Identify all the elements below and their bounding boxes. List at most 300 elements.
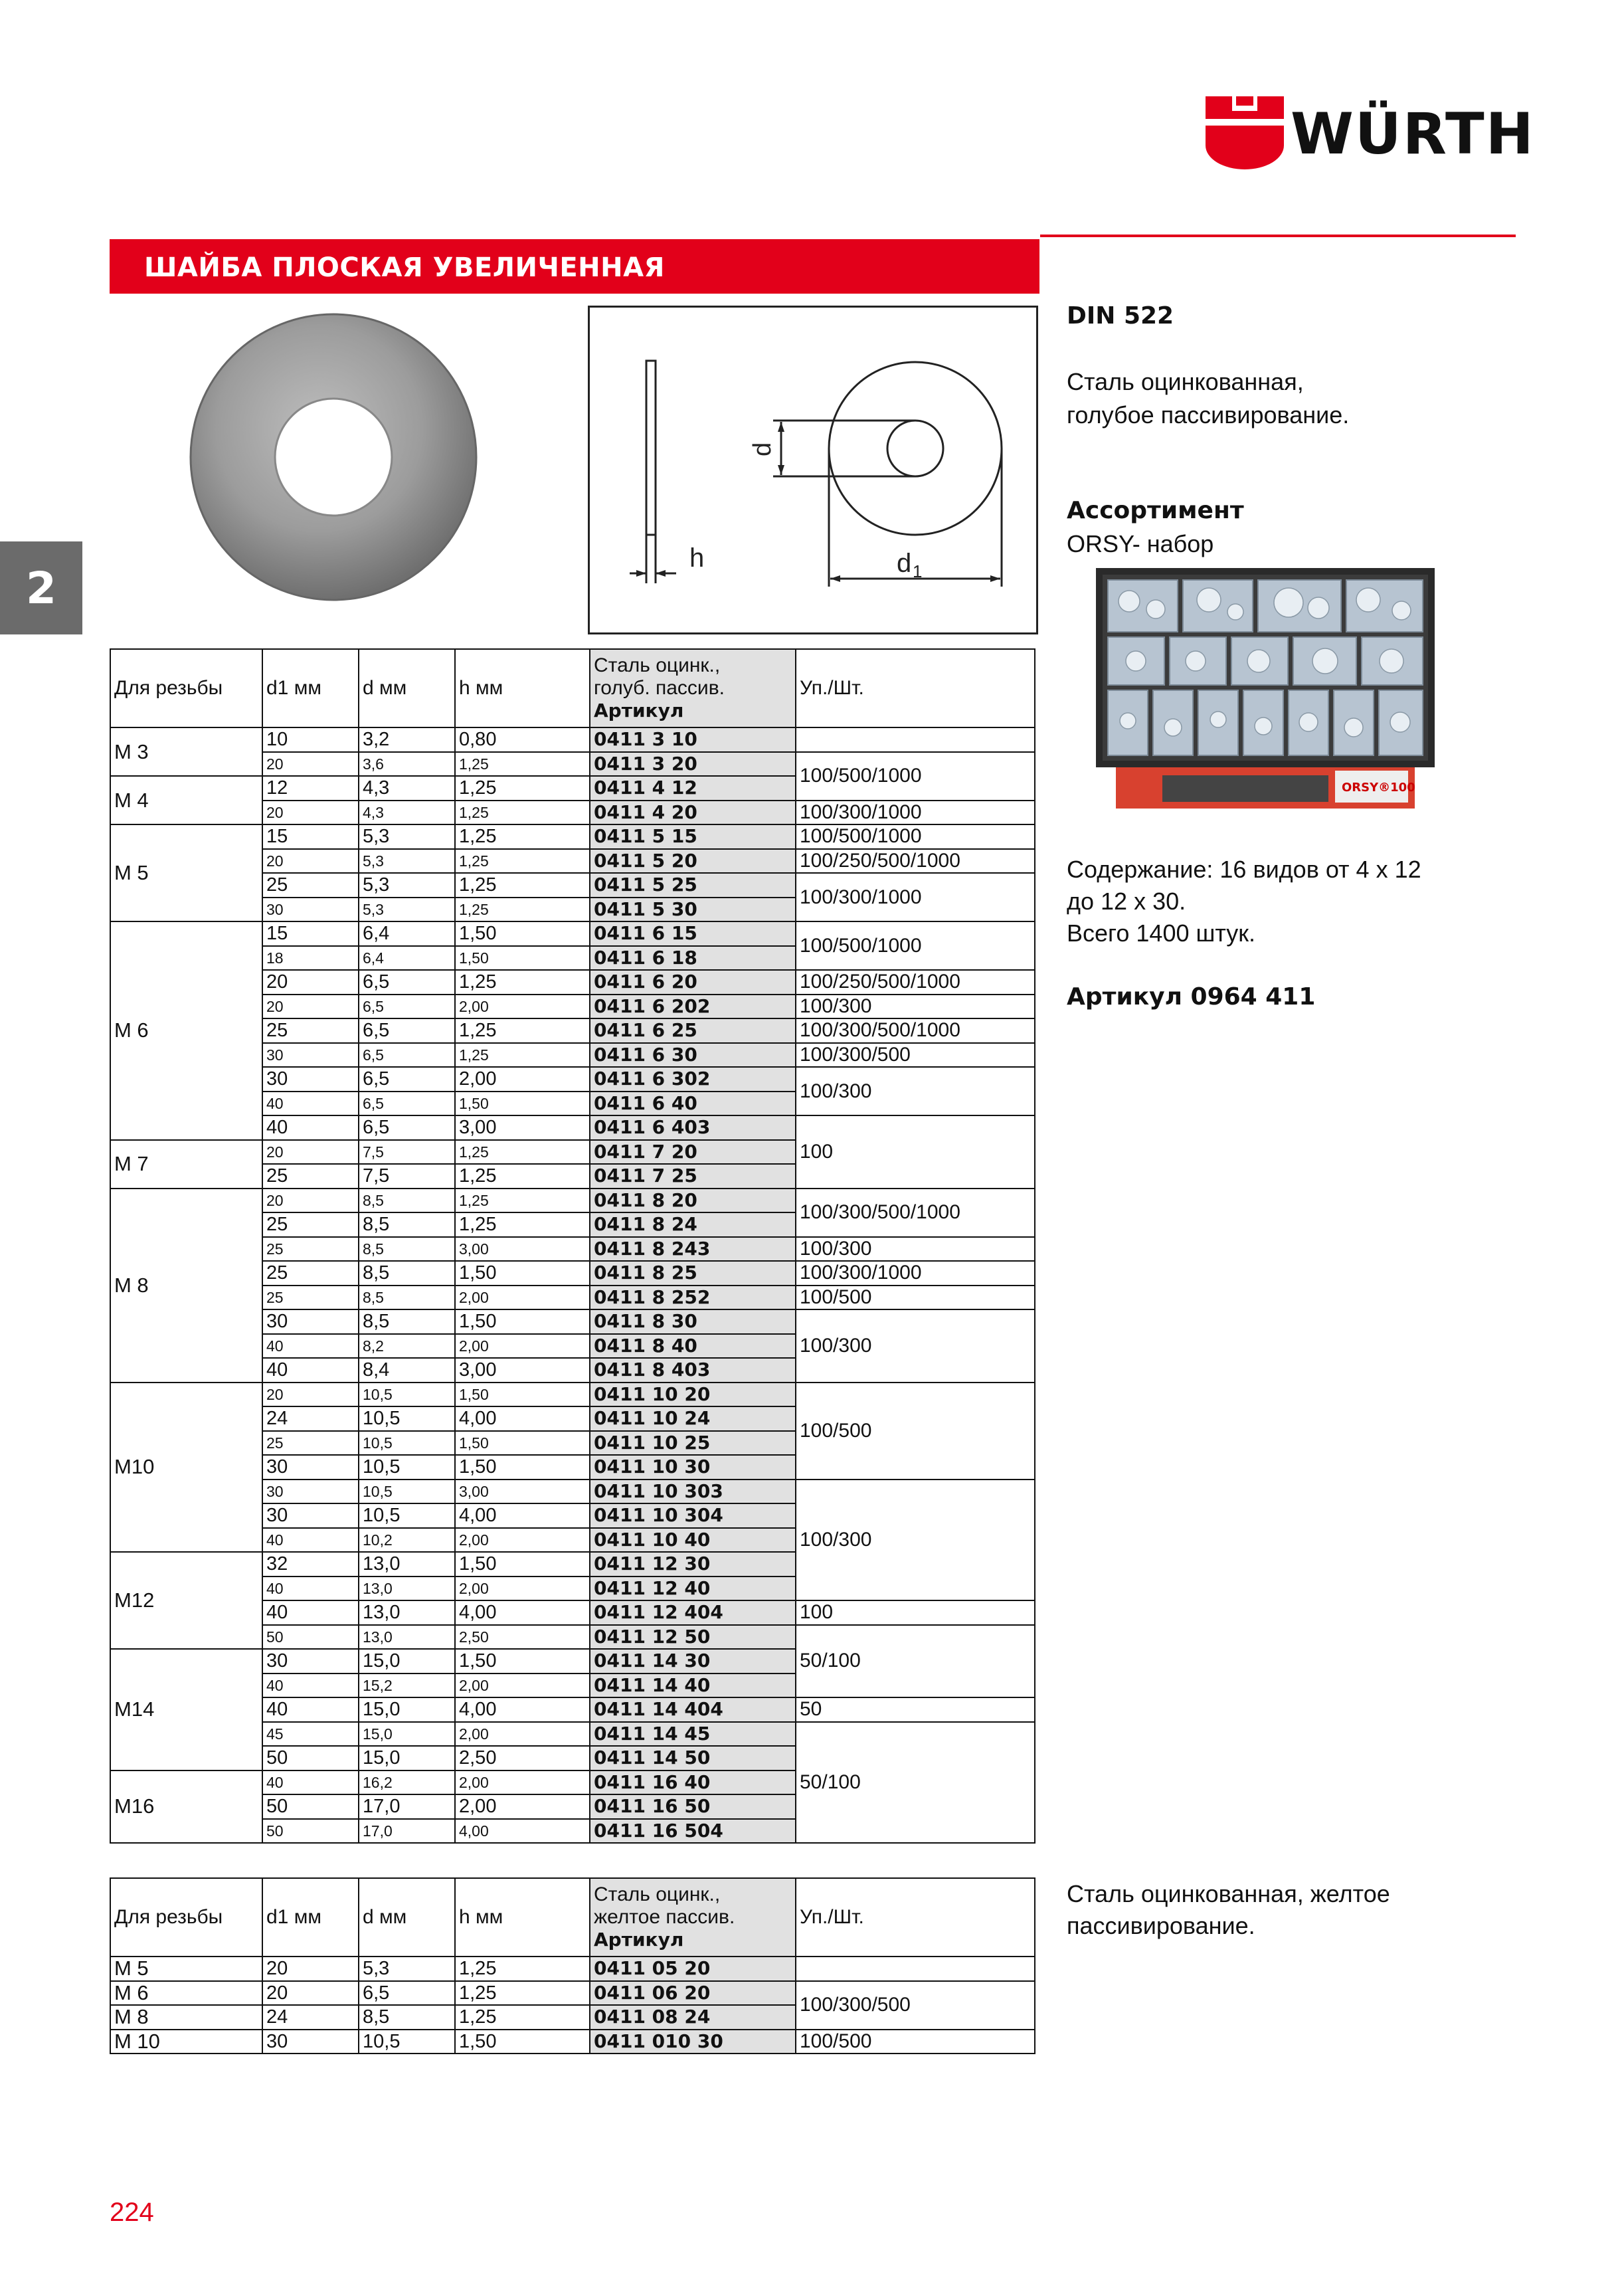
d-cell: 13,0 xyxy=(359,1625,455,1650)
header-article xyxy=(590,1878,796,1957)
h-cell: 4,00 xyxy=(455,1406,590,1431)
header-d: d мм xyxy=(359,649,455,727)
header-h: h мм xyxy=(455,1878,590,1957)
d-cell: 6,5 xyxy=(359,1043,455,1068)
d-cell: 15,0 xyxy=(359,1649,455,1674)
h-cell: 1,50 xyxy=(455,921,590,946)
h-cell: 4,00 xyxy=(455,1819,590,1844)
article-cell: 0411 5 30 xyxy=(590,898,796,922)
d-cell: 15,2 xyxy=(359,1674,455,1698)
d-cell: 6,4 xyxy=(359,946,455,971)
article-cell: 0411 4 12 xyxy=(590,776,796,801)
pack-cell: 100/500 xyxy=(796,1383,1035,1480)
technical-drawing xyxy=(588,306,1038,634)
article-cell: 0411 3 10 xyxy=(590,727,796,752)
header-article-line: желтое пассив. xyxy=(594,1906,735,1928)
d1-cell: 20 xyxy=(262,970,359,995)
h-cell: 1,25 xyxy=(455,898,590,922)
article-cell: 0411 05 20 xyxy=(590,1957,796,1981)
pack-cell: 100/250/500/1000 xyxy=(796,849,1035,874)
pack-cell: 100/500/1000 xyxy=(796,921,1035,970)
d1-cell: 30 xyxy=(262,1480,359,1504)
d1-cell: 24 xyxy=(262,1406,359,1431)
article-cell: 0411 12 404 xyxy=(590,1600,796,1625)
d1-cell: 30 xyxy=(262,1455,359,1480)
h-cell: 3,00 xyxy=(455,1115,590,1140)
header-pack: Уп./Шт. xyxy=(796,1878,1035,1957)
h-cell: 1,25 xyxy=(455,752,590,777)
d-cell: 6,5 xyxy=(359,1092,455,1116)
d-cell: 10,5 xyxy=(359,1406,455,1431)
header-d1: d1 мм xyxy=(262,1878,359,1957)
h-cell: 1,25 xyxy=(455,849,590,874)
d-cell: 17,0 xyxy=(359,1819,455,1844)
wurth-logo xyxy=(1206,96,1535,169)
d1-cell: 50 xyxy=(262,1625,359,1650)
d1-cell: 45 xyxy=(262,1722,359,1747)
h-cell: 1,50 xyxy=(455,1383,590,1407)
article-cell: 0411 8 40 xyxy=(590,1334,796,1359)
title-bar xyxy=(110,239,1039,294)
article-cell: 0411 6 202 xyxy=(590,995,796,1019)
d-cell: 8,5 xyxy=(359,1237,455,1262)
article-cell: 0411 6 30 xyxy=(590,1043,796,1068)
d1-cell: 25 xyxy=(262,1286,359,1310)
thread-cell: M 10 xyxy=(110,2030,262,2054)
d-cell: 4,3 xyxy=(359,776,455,801)
pack-cell: 100/250/500/1000 xyxy=(796,970,1035,995)
thread-cell: M 4 xyxy=(110,776,262,824)
h-cell: 1,50 xyxy=(455,1261,590,1286)
header-rule xyxy=(1040,235,1516,237)
article-cell: 0411 8 403 xyxy=(590,1358,796,1383)
h-cell: 1,25 xyxy=(455,2005,590,2030)
d1-cell: 30 xyxy=(262,1067,359,1092)
d-cell: 8,5 xyxy=(359,1286,455,1310)
article-cell: 0411 6 18 xyxy=(590,946,796,971)
drawing-label-d1: d xyxy=(897,549,912,578)
pack-cell: 100/500/1000 xyxy=(796,752,1035,801)
chapter-number: 2 xyxy=(26,563,56,614)
h-cell: 1,25 xyxy=(455,1189,590,1213)
pack-cell: 100/300/1000 xyxy=(796,801,1035,825)
d1-cell: 40 xyxy=(262,1334,359,1359)
d1-cell: 30 xyxy=(262,1309,359,1334)
d-cell: 6,5 xyxy=(359,1018,455,1043)
orsy-box-label: ORSY®100 xyxy=(1342,781,1415,795)
article-cell: 0411 7 20 xyxy=(590,1140,796,1165)
table-row xyxy=(110,824,1035,849)
d-cell: 5,3 xyxy=(359,898,455,922)
article-cell: 0411 5 15 xyxy=(590,824,796,849)
h-cell: 2,00 xyxy=(455,995,590,1019)
h-cell: 1,25 xyxy=(455,1981,590,2006)
pack-cell: 100/300 xyxy=(796,1067,1035,1115)
h-cell: 1,25 xyxy=(455,1043,590,1068)
pack-cell: 50/100 xyxy=(796,1722,1035,1844)
h-cell: 3,00 xyxy=(455,1237,590,1262)
d1-cell: 20 xyxy=(262,849,359,874)
header-d: d мм xyxy=(359,1878,455,1957)
d-cell: 13,0 xyxy=(359,1552,455,1577)
d1-cell: 20 xyxy=(262,1383,359,1407)
pack-cell: 100/300/1000 xyxy=(796,873,1035,921)
pack-cell: 100/300/1000 xyxy=(796,1261,1035,1286)
d-cell: 4,3 xyxy=(359,801,455,825)
h-cell: 3,00 xyxy=(455,1480,590,1504)
d-cell: 10,5 xyxy=(359,1383,455,1407)
d1-cell: 25 xyxy=(262,1261,359,1286)
d1-cell: 25 xyxy=(262,873,359,898)
h-cell: 2,00 xyxy=(455,1577,590,1601)
article-cell: 0411 7 25 xyxy=(590,1164,796,1189)
d-cell: 8,5 xyxy=(359,1309,455,1334)
d-cell: 6,5 xyxy=(359,970,455,995)
d-cell: 5,3 xyxy=(359,1957,455,1981)
thread-cell: M 7 xyxy=(110,1140,262,1189)
d1-cell: 10 xyxy=(262,727,359,752)
pack-cell xyxy=(796,1957,1035,1981)
d-cell: 8,5 xyxy=(359,1212,455,1237)
article-cell: 0411 14 30 xyxy=(590,1649,796,1674)
d1-cell: 25 xyxy=(262,1237,359,1262)
article-cell: 0411 8 25 xyxy=(590,1261,796,1286)
pack-cell: 100/300 xyxy=(796,1237,1035,1262)
pack-cell: 100 xyxy=(796,1600,1035,1625)
d-cell: 8,5 xyxy=(359,1189,455,1213)
d-cell: 7,5 xyxy=(359,1140,455,1165)
table-row xyxy=(110,1957,1035,1981)
pack-cell: 100/500 xyxy=(796,2030,1035,2054)
header-thread: Для резьбы xyxy=(110,1878,262,1957)
d1-cell: 40 xyxy=(262,1115,359,1140)
h-cell: 2,00 xyxy=(455,1674,590,1698)
article-cell: 0411 010 30 xyxy=(590,2030,796,2054)
h-cell: 3,00 xyxy=(455,1358,590,1383)
header-article xyxy=(590,649,796,727)
pack-cell: 100 xyxy=(796,1115,1035,1189)
material-line-2: голубое пассивирование. xyxy=(1067,401,1350,429)
article-cell: 0411 8 20 xyxy=(590,1189,796,1213)
h-cell: 1,25 xyxy=(455,873,590,898)
material2-line-2: пассивирование. xyxy=(1067,1912,1255,1939)
article-cell: 0411 5 20 xyxy=(590,849,796,874)
d1-cell: 50 xyxy=(262,1819,359,1844)
orsy-article: Артикул 0964 411 xyxy=(1067,983,1316,1010)
d-cell: 10,2 xyxy=(359,1528,455,1553)
thread-cell: M12 xyxy=(110,1552,262,1649)
article-cell: 0411 10 24 xyxy=(590,1406,796,1431)
d1-cell: 30 xyxy=(262,1649,359,1674)
material2-line-1: Сталь оцинкованная, желтое xyxy=(1067,1880,1390,1907)
spec-table-yellow xyxy=(110,1877,1035,2054)
d1-cell: 15 xyxy=(262,921,359,946)
h-cell: 4,00 xyxy=(455,1697,590,1722)
article-cell: 0411 6 403 xyxy=(590,1115,796,1140)
h-cell: 1,25 xyxy=(455,1140,590,1165)
article-cell: 0411 6 40 xyxy=(590,1092,796,1116)
thread-cell: M 6 xyxy=(110,921,262,1140)
d-cell: 15,0 xyxy=(359,1722,455,1747)
d1-cell: 20 xyxy=(262,752,359,777)
pack-cell: 100/300 xyxy=(796,1309,1035,1383)
standard-label: DIN 522 xyxy=(1067,302,1174,330)
h-cell: 2,50 xyxy=(455,1625,590,1650)
h-cell: 2,00 xyxy=(455,1528,590,1553)
table-row xyxy=(110,1189,1035,1213)
d-cell: 10,5 xyxy=(359,1455,455,1480)
h-cell: 1,25 xyxy=(455,776,590,801)
d-cell: 16,2 xyxy=(359,1770,455,1795)
article-cell: 0411 16 40 xyxy=(590,1770,796,1795)
content-line-2: до 12 х 30. xyxy=(1067,888,1186,915)
d-cell: 15,0 xyxy=(359,1697,455,1722)
brand-name: WÜRTH xyxy=(1291,101,1535,167)
table-row xyxy=(110,921,1035,946)
d1-cell: 20 xyxy=(262,1140,359,1165)
content-line-3: Всего 1400 штук. xyxy=(1067,919,1256,947)
h-cell: 2,00 xyxy=(455,1334,590,1359)
h-cell: 1,50 xyxy=(455,1309,590,1334)
pack-cell: 100/300/500 xyxy=(796,1043,1035,1068)
d1-cell: 40 xyxy=(262,1674,359,1698)
wurth-logo-icon xyxy=(1206,96,1284,169)
article-cell: 0411 16 504 xyxy=(590,1819,796,1844)
d1-cell: 25 xyxy=(262,1164,359,1189)
d-cell: 10,5 xyxy=(359,2030,455,2054)
header-d1: d1 мм xyxy=(262,649,359,727)
h-cell: 1,25 xyxy=(455,1164,590,1189)
article-cell: 0411 8 243 xyxy=(590,1237,796,1262)
d1-cell: 40 xyxy=(262,1092,359,1116)
d-cell: 13,0 xyxy=(359,1600,455,1625)
thread-cell: M 8 xyxy=(110,2005,262,2030)
page-number: 224 xyxy=(110,2198,154,2227)
table-header-row xyxy=(110,649,1035,727)
d-cell: 6,5 xyxy=(359,1115,455,1140)
header-article-line: голуб. пассив. xyxy=(594,677,725,699)
h-cell: 1,50 xyxy=(455,1552,590,1577)
d1-cell: 40 xyxy=(262,1770,359,1795)
content-line-1: Содержание: 16 видов от 4 х 12 xyxy=(1067,856,1421,883)
h-cell: 1,25 xyxy=(455,801,590,825)
header-article-label: Артикул xyxy=(594,700,684,721)
d-cell: 8,5 xyxy=(359,2005,455,2030)
h-cell: 1,25 xyxy=(455,824,590,849)
pack-cell: 100/300/500/1000 xyxy=(796,1189,1035,1237)
d1-cell: 50 xyxy=(262,1746,359,1770)
article-cell: 0411 10 40 xyxy=(590,1528,796,1553)
d1-cell: 40 xyxy=(262,1600,359,1625)
article-cell: 0411 5 25 xyxy=(590,873,796,898)
orsy-box-photo xyxy=(1089,568,1441,819)
d1-cell: 30 xyxy=(262,898,359,922)
d-cell: 6,5 xyxy=(359,995,455,1019)
header-article-line: Сталь оцинк., xyxy=(594,1883,721,1905)
thread-cell: M 3 xyxy=(110,727,262,776)
article-cell: 0411 16 50 xyxy=(590,1794,796,1819)
d1-cell: 20 xyxy=(262,1981,359,2006)
d-cell: 6,5 xyxy=(359,1981,455,2006)
pack-cell: 100/300/500 xyxy=(796,1981,1035,2030)
article-cell: 0411 10 303 xyxy=(590,1480,796,1504)
washer-drawing xyxy=(590,308,1036,632)
d1-cell: 32 xyxy=(262,1552,359,1577)
article-cell: 0411 14 45 xyxy=(590,1722,796,1747)
assortment-sub: ORSY- набор xyxy=(1067,530,1214,557)
article-cell: 0411 08 24 xyxy=(590,2005,796,2030)
d1-cell: 30 xyxy=(262,1503,359,1528)
h-cell: 1,25 xyxy=(455,970,590,995)
article-cell: 0411 12 50 xyxy=(590,1625,796,1650)
thread-cell: M14 xyxy=(110,1649,262,1770)
d1-cell: 30 xyxy=(262,2030,359,2054)
h-cell: 1,50 xyxy=(455,946,590,971)
d-cell: 5,3 xyxy=(359,873,455,898)
thread-cell: M10 xyxy=(110,1383,262,1553)
h-cell: 2,00 xyxy=(455,1770,590,1795)
article-cell: 0411 3 20 xyxy=(590,752,796,777)
pack-cell: 50/100 xyxy=(796,1625,1035,1698)
d-cell: 8,2 xyxy=(359,1334,455,1359)
article-cell: 0411 6 15 xyxy=(590,921,796,946)
spec-table-blue xyxy=(110,648,1035,1844)
pack-cell: 100/300 xyxy=(796,995,1035,1019)
d1-cell: 40 xyxy=(262,1577,359,1601)
table-row xyxy=(110,1981,1035,2006)
pack-cell: 100/300 xyxy=(796,1480,1035,1601)
d-cell: 10,5 xyxy=(359,1431,455,1456)
d-cell: 5,3 xyxy=(359,849,455,874)
table-row xyxy=(110,727,1035,752)
h-cell: 1,50 xyxy=(455,1431,590,1456)
d1-cell: 20 xyxy=(262,1189,359,1213)
h-cell: 2,00 xyxy=(455,1067,590,1092)
d1-cell: 20 xyxy=(262,1957,359,1981)
article-cell: 0411 14 50 xyxy=(590,1746,796,1770)
article-cell: 0411 14 40 xyxy=(590,1674,796,1698)
h-cell: 1,25 xyxy=(455,1018,590,1043)
article-cell: 0411 10 20 xyxy=(590,1383,796,1407)
d1-cell: 25 xyxy=(262,1431,359,1456)
thread-cell: M 5 xyxy=(110,824,262,921)
h-cell: 2,00 xyxy=(455,1794,590,1819)
header-article-label: Артикул xyxy=(594,1929,684,1951)
d1-cell: 40 xyxy=(262,1528,359,1553)
d-cell: 3,6 xyxy=(359,752,455,777)
article-cell: 0411 10 304 xyxy=(590,1503,796,1528)
table-row xyxy=(110,1383,1035,1407)
d-cell: 15,0 xyxy=(359,1746,455,1770)
assortment-title: Ассортимент xyxy=(1067,497,1244,524)
article-cell: 0411 8 24 xyxy=(590,1212,796,1237)
d-cell: 17,0 xyxy=(359,1794,455,1819)
article-cell: 0411 06 20 xyxy=(590,1981,796,2006)
article-cell: 0411 6 20 xyxy=(590,970,796,995)
article-cell: 0411 10 30 xyxy=(590,1455,796,1480)
h-cell: 2,50 xyxy=(455,1746,590,1770)
d-cell: 6,4 xyxy=(359,921,455,946)
d1-cell: 18 xyxy=(262,946,359,971)
h-cell: 4,00 xyxy=(455,1503,590,1528)
material-line-1: Сталь оцинкованная, xyxy=(1067,368,1304,395)
d1-cell: 50 xyxy=(262,1794,359,1819)
h-cell: 1,50 xyxy=(455,1649,590,1674)
h-cell: 1,50 xyxy=(455,1092,590,1116)
d-cell: 3,2 xyxy=(359,727,455,752)
d-cell: 10,5 xyxy=(359,1503,455,1528)
article-cell: 0411 6 25 xyxy=(590,1018,796,1043)
article-cell: 0411 14 404 xyxy=(590,1697,796,1722)
h-cell: 4,00 xyxy=(455,1600,590,1625)
thread-cell: M16 xyxy=(110,1770,262,1844)
d1-cell: 20 xyxy=(262,995,359,1019)
h-cell: 1,25 xyxy=(455,1212,590,1237)
pack-cell: 100/500 xyxy=(796,1286,1035,1310)
d-cell: 8,5 xyxy=(359,1261,455,1286)
thread-cell: M 5 xyxy=(110,1957,262,1981)
chapter-tab xyxy=(0,541,82,634)
article-cell: 0411 10 25 xyxy=(590,1431,796,1456)
d1-cell: 30 xyxy=(262,1043,359,1068)
washer-photo xyxy=(159,312,505,605)
d1-cell: 25 xyxy=(262,1018,359,1043)
d-cell: 13,0 xyxy=(359,1577,455,1601)
d1-cell: 25 xyxy=(262,1212,359,1237)
article-cell: 0411 8 30 xyxy=(590,1309,796,1334)
drawing-label-d: d xyxy=(749,442,776,456)
article-cell: 0411 8 252 xyxy=(590,1286,796,1310)
h-cell: 2,00 xyxy=(455,1286,590,1310)
h-cell: 1,50 xyxy=(455,1455,590,1480)
drawing-label-d1-sub: 1 xyxy=(913,561,923,581)
d1-cell: 12 xyxy=(262,776,359,801)
thread-cell: M 6 xyxy=(110,1981,262,2006)
header-thread: Для резьбы xyxy=(110,649,262,727)
d1-cell: 15 xyxy=(262,824,359,849)
table-row xyxy=(110,2030,1035,2054)
d-cell: 6,5 xyxy=(359,1067,455,1092)
d-cell: 7,5 xyxy=(359,1164,455,1189)
h-cell: 2,00 xyxy=(455,1722,590,1747)
article-cell: 0411 4 20 xyxy=(590,801,796,825)
pack-cell xyxy=(796,727,1035,752)
header-h: h мм xyxy=(455,649,590,727)
d-cell: 10,5 xyxy=(359,1480,455,1504)
drawing-label-h: h xyxy=(689,543,705,573)
page-title: ШАЙБА ПЛОСКАЯ УВЕЛИЧЕННАЯ xyxy=(144,252,665,283)
d1-cell: 40 xyxy=(262,1697,359,1722)
d1-cell: 20 xyxy=(262,801,359,825)
article-cell: 0411 12 30 xyxy=(590,1552,796,1577)
header-article-line: Сталь оцинк., xyxy=(594,654,721,676)
pack-cell: 50 xyxy=(796,1697,1035,1722)
h-cell: 1,50 xyxy=(455,2030,590,2054)
thread-cell: M 8 xyxy=(110,1189,262,1383)
d1-cell: 24 xyxy=(262,2005,359,2030)
h-cell: 0,80 xyxy=(455,727,590,752)
pack-cell: 100/500/1000 xyxy=(796,824,1035,849)
header-pack: Уп./Шт. xyxy=(796,649,1035,727)
d-cell: 5,3 xyxy=(359,824,455,849)
pack-cell: 100/300/500/1000 xyxy=(796,1018,1035,1043)
article-cell: 0411 12 40 xyxy=(590,1577,796,1601)
d-cell: 8,4 xyxy=(359,1358,455,1383)
article-cell: 0411 6 302 xyxy=(590,1067,796,1092)
d1-cell: 40 xyxy=(262,1358,359,1383)
h-cell: 1,25 xyxy=(455,1957,590,1981)
table-header-row xyxy=(110,1878,1035,1957)
